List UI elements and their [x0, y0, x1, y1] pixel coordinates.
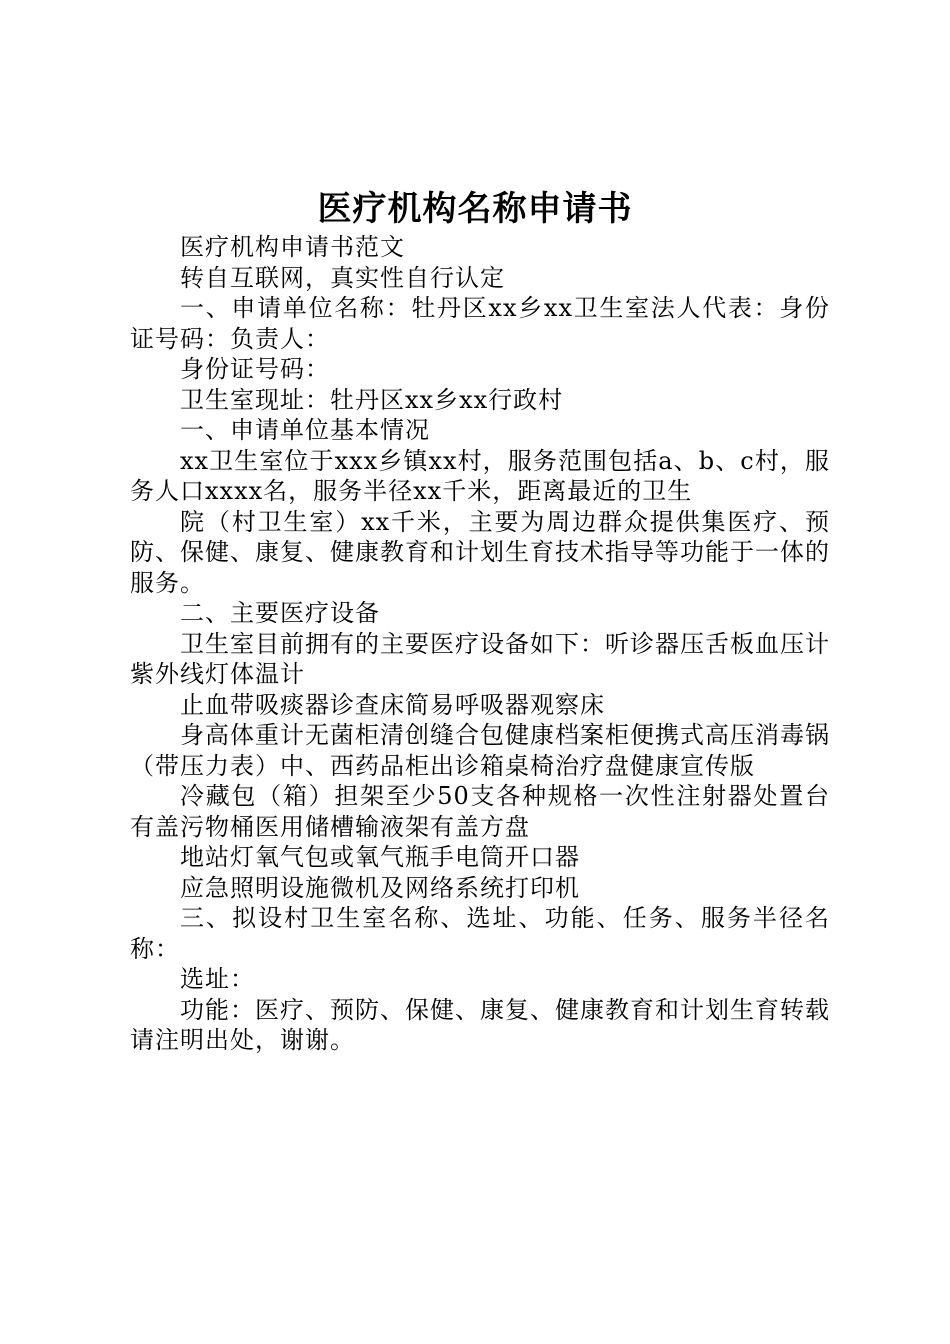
section-heading-equipment: 二、主要医疗设备 — [180, 599, 380, 627]
paragraph-current-address: 卫生室现址：牡丹区xx乡xx行政村 — [180, 385, 564, 414]
document-body — [130, 232, 830, 1056]
paragraph-site: 选址： — [180, 965, 255, 993]
paragraph-functions: 功能：医疗、预防、保健、康复、健康教育和计划生育转载请注明出处，谢谢。 — [130, 995, 830, 1054]
paragraph-equipment-2: 止血带吸痰器诊查床简易呼吸器观察床 — [180, 690, 605, 719]
section-heading-proposed-clinic: 三、拟设村卫生室名称、选址、功能、任务、服务半径名称： — [130, 904, 830, 963]
paragraph-sample-label: 医疗机构申请书范文 — [180, 233, 405, 261]
paragraph-services: 院（村卫生室）xx千米，主要为周边群众提供集医疗、预防、保健、康复、健康教育和计划生育技术指导等功能于一体的服务。 — [130, 507, 830, 597]
paragraph-source-note: 转自互联网，真实性自行认定 — [180, 263, 505, 292]
paragraph-id-number: 身份证号码： — [180, 355, 330, 383]
paragraph-equipment-6: 应急照明设施微机及网络系统打印机 — [180, 873, 580, 902]
paragraph-basic-info: xx卫生室位于xxx乡镇xx村，服务范围包括a、b、c村，服务人口xxxx名，服务半径xx千米，距离最近的卫生 — [130, 446, 830, 505]
paragraph-equipment-5: 地站灯氧气包或氧气瓶手电筒开口器 — [180, 843, 580, 871]
paragraph-equipment-4: 冷藏包（箱）担架至少50支各种规格一次性注射器处置台有盖污物桶医用储槽输液架有盖方盘 — [130, 782, 830, 841]
paragraph-equipment-1: 卫生室目前拥有的主要医疗设备如下：听诊器压舌板血压计紫外线灯体温计 — [130, 629, 830, 688]
section-heading-basic-info: 一、申请单位基本情况 — [180, 416, 430, 444]
paragraph-applicant-name: 一、申请单位名称：牡丹区xx乡xx卫生室法人代表：身份证号码：负责人： — [130, 294, 830, 353]
document-title: 医疗机构名称申请书 — [317, 189, 633, 229]
paragraph-equipment-3: 身高体重计无菌柜清创缝合包健康档案柜便携式高压消毒锅（带压力表）中、西药品柜出诊箱桌椅治疗盘健康宣传版 — [130, 721, 830, 780]
